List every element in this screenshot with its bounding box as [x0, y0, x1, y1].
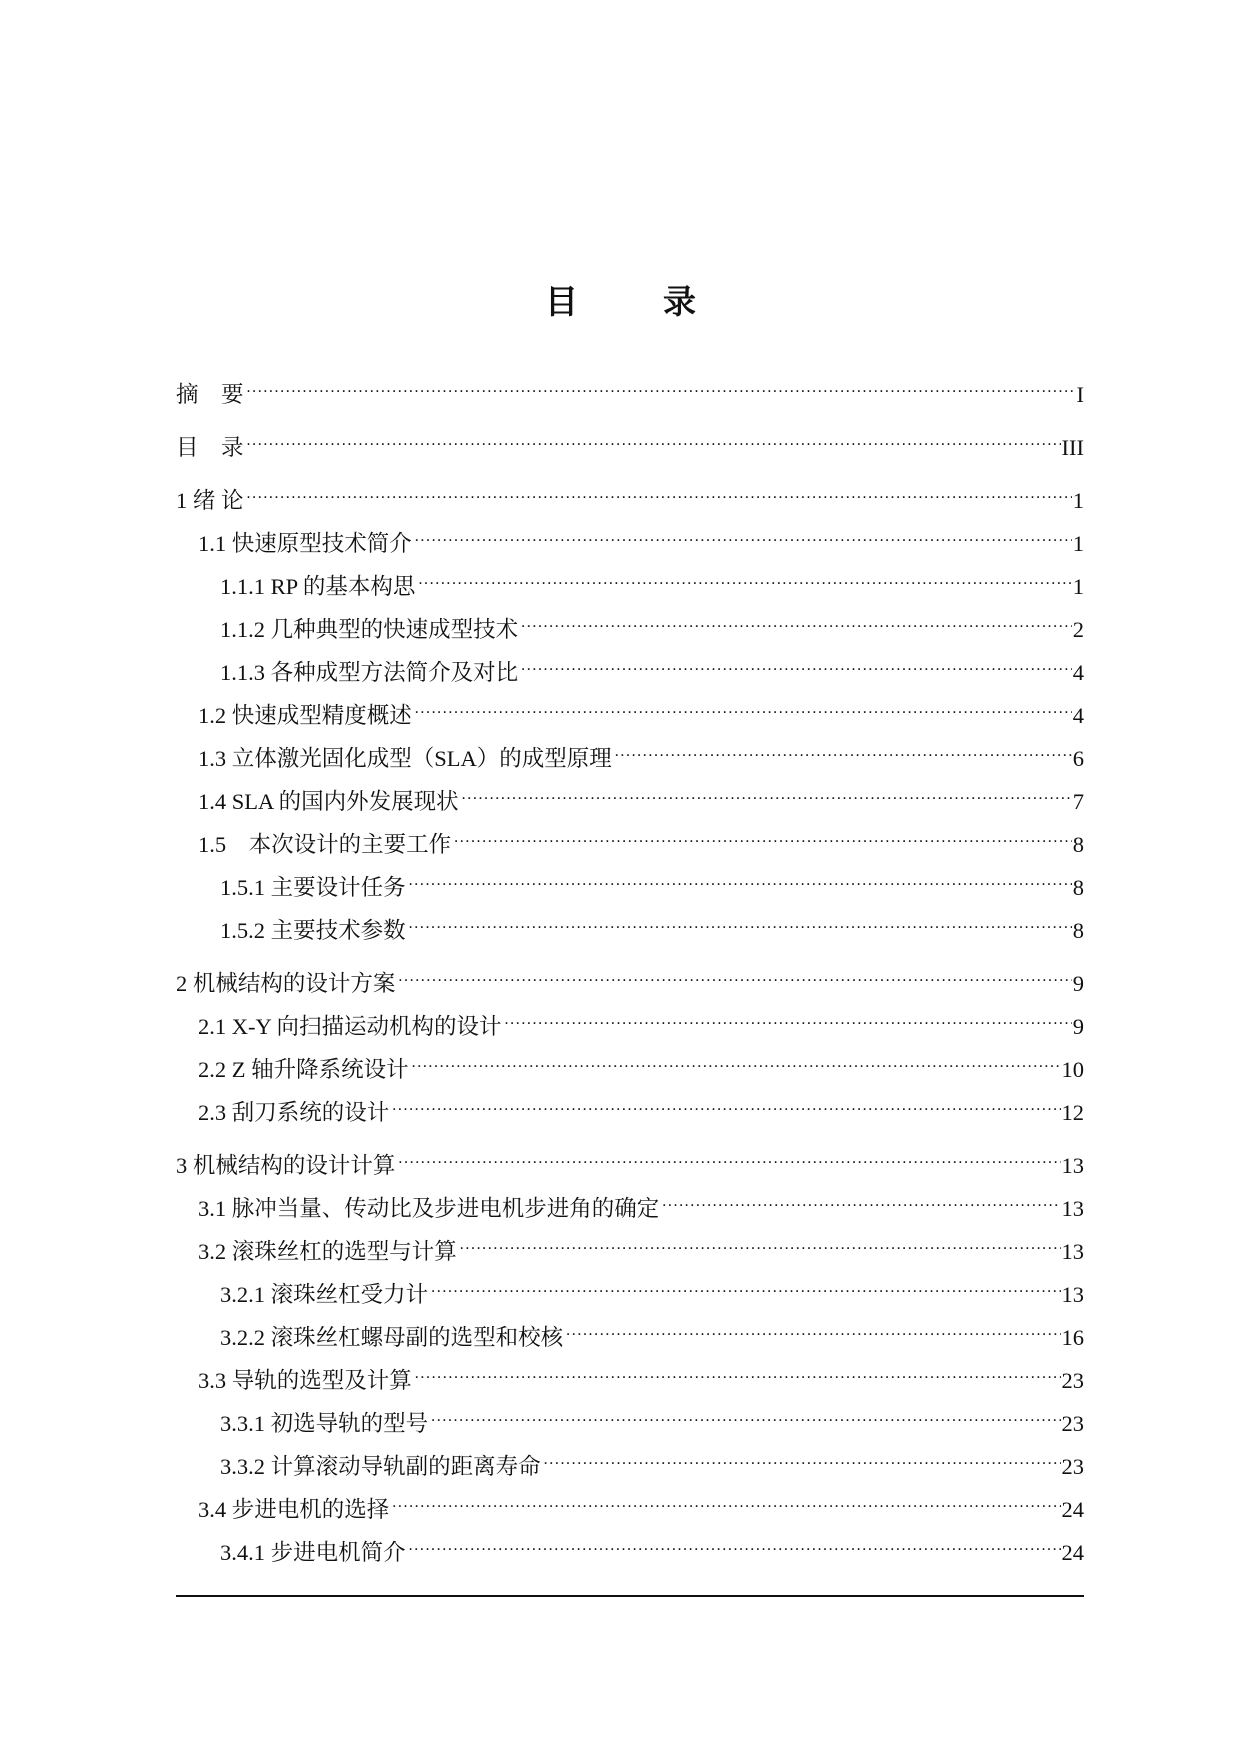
toc-entry-label: 3.2.1 滚珠丝杠受力计 [220, 1282, 429, 1307]
toc-entry-page: 9 [1072, 971, 1084, 996]
toc-entry-label: 1.3 立体激光固化成型（SLA）的成型原理 [198, 746, 612, 771]
toc-leader-dots [431, 1397, 1060, 1431]
toc-entry[interactable] [176, 1139, 1084, 1183]
toc-entry-page: 23 [1061, 1411, 1084, 1436]
toc-entry-label: 1.1 快速原型技术简介 [198, 531, 412, 556]
toc-leader-dots [409, 1526, 1061, 1560]
toc-entry-label: 2.2 Z 轴升降系统设计 [198, 1057, 409, 1082]
toc-entry[interactable] [198, 1354, 1084, 1398]
toc-entry-page: 4 [1072, 660, 1084, 685]
toc-leader-dots [409, 904, 1072, 938]
toc-entry-label: 1.2 快速成型精度概述 [198, 703, 412, 728]
toc-entry-page: 24 [1061, 1540, 1084, 1565]
toc-leader-dots [415, 1354, 1061, 1388]
toc-entry[interactable] [198, 1000, 1084, 1044]
toc-entry[interactable] [198, 1483, 1084, 1527]
toc-entry-label: 3.3.1 初选导轨的型号 [220, 1411, 429, 1436]
toc-entry[interactable] [176, 474, 1084, 518]
toc-leader-dots [566, 1311, 1060, 1345]
toc-leader-dots [398, 957, 1071, 991]
toc-entry-label: 摘 要 [176, 382, 244, 407]
toc-entry[interactable] [220, 1397, 1084, 1441]
toc-entry-page: 23 [1061, 1454, 1084, 1479]
toc-entry-page: 8 [1072, 832, 1084, 857]
toc-entry-label: 2.1 X-Y 向扫描运动机构的设计 [198, 1014, 502, 1039]
toc-entry-page: 2 [1072, 617, 1084, 642]
toc-leader-dots [521, 646, 1072, 680]
toc-leader-dots [505, 1000, 1072, 1034]
toc-entry[interactable] [220, 560, 1084, 604]
toc-leader-dots [392, 1086, 1060, 1120]
toc-entry-page: 4 [1072, 703, 1084, 728]
toc-entry-page: 13 [1061, 1153, 1084, 1178]
toc-entry-page: 13 [1061, 1239, 1084, 1264]
toc-entry[interactable] [198, 1225, 1084, 1269]
toc-entry[interactable] [220, 1440, 1084, 1484]
toc-entry-label: 1.1.3 各种成型方法简介及对比 [220, 660, 519, 685]
toc-leader-dots [247, 421, 1061, 455]
toc-entry-label: 1.1.1 RP 的基本构思 [220, 574, 416, 599]
toc-entry[interactable] [198, 517, 1084, 561]
toc-entry[interactable] [198, 689, 1084, 733]
toc-entry[interactable] [198, 1043, 1084, 1087]
toc-entry[interactable] [220, 603, 1084, 647]
toc-entry-label: 1.4 SLA 的国内外发展现状 [198, 789, 459, 814]
toc-entry-label: 3.2 滚珠丝杠的选型与计算 [198, 1239, 457, 1264]
toc-entry-page: 1 [1072, 574, 1084, 599]
page-title: 目 录 [545, 285, 722, 321]
toc-entry-label: 1.1.2 几种典型的快速成型技术 [220, 617, 519, 642]
toc-entry-label: 3.3.2 计算滚动导轨副的距离寿命 [220, 1454, 541, 1479]
toc-leader-dots [521, 603, 1072, 637]
toc-entry-label: 1 绪 论 [176, 488, 244, 513]
toc-entry[interactable] [198, 732, 1084, 776]
toc-entry-page: III [1061, 435, 1084, 460]
toc-entry[interactable] [220, 904, 1084, 948]
toc-entry-page: 13 [1061, 1196, 1084, 1221]
toc-entry-label: 1.5 本次设计的主要工作 [198, 832, 452, 857]
toc-entry-label: 1.5.1 主要设计任务 [220, 875, 406, 900]
toc-entry[interactable] [220, 646, 1084, 690]
toc-entry-page: 9 [1072, 1014, 1084, 1039]
toc-entry[interactable] [220, 1311, 1084, 1355]
toc-entry[interactable] [176, 421, 1084, 465]
toc-entry-page: 1 [1072, 531, 1084, 556]
toc-entry[interactable] [198, 1182, 1084, 1226]
toc-entry-page: 10 [1061, 1057, 1084, 1082]
toc-leader-dots [409, 861, 1072, 895]
toc-entry-page: 6 [1072, 746, 1084, 771]
toc-entry[interactable] [176, 368, 1084, 412]
toc-entry-page: 8 [1072, 918, 1084, 943]
toc-leader-dots [662, 1182, 1060, 1216]
toc-leader-dots [418, 560, 1071, 594]
footer-divider [176, 1595, 1084, 1597]
toc-entry-label: 3 机械结构的设计计算 [176, 1153, 396, 1178]
toc-leader-dots [247, 368, 1076, 402]
toc-leader-dots [247, 474, 1072, 508]
toc-entry-page: 8 [1072, 875, 1084, 900]
toc-entry-page: 13 [1061, 1282, 1084, 1307]
toc-entry-label: 2.3 刮刀系统的设计 [198, 1100, 390, 1125]
toc-entry[interactable] [176, 957, 1084, 1001]
toc-entry-label: 2 机械结构的设计方案 [176, 971, 396, 996]
toc-entry-label: 3.1 脉冲当量、传动比及步进电机步进角的确定 [198, 1196, 660, 1221]
toc-leader-dots [398, 1139, 1060, 1173]
toc-entry[interactable] [220, 861, 1084, 905]
toc-entry[interactable] [220, 1268, 1084, 1312]
toc-entry-page: 24 [1061, 1497, 1084, 1522]
toc-entry-page: 23 [1061, 1368, 1084, 1393]
toc-leader-dots [412, 1043, 1061, 1077]
toc-entry[interactable] [198, 1086, 1084, 1130]
toc-leader-dots [392, 1483, 1060, 1517]
toc-entry-page: 12 [1061, 1100, 1084, 1125]
toc-entry-page: 7 [1072, 789, 1084, 814]
toc-leader-dots [415, 517, 1072, 551]
toc-entry-page: 1 [1072, 488, 1084, 513]
toc-leader-dots [454, 818, 1072, 852]
toc-entry[interactable] [198, 818, 1084, 862]
toc-entry-label: 1.5.2 主要技术参数 [220, 918, 406, 943]
toc-leader-dots [462, 775, 1072, 809]
toc-entry-page: I [1076, 382, 1084, 407]
toc-leader-dots [415, 689, 1072, 723]
toc-entry[interactable] [198, 775, 1084, 819]
toc-entry-page: 16 [1061, 1325, 1084, 1350]
toc-entry-label: 3.2.2 滚珠丝杠螺母副的选型和校核 [220, 1325, 564, 1350]
toc-leader-dots [544, 1440, 1061, 1474]
toc-leader-dots [460, 1225, 1061, 1259]
toc-leader-dots [431, 1268, 1060, 1302]
toc-entry-label: 目 录 [176, 435, 244, 460]
toc-entry-label: 3.3 导轨的选型及计算 [198, 1368, 412, 1393]
toc-leader-dots [615, 732, 1072, 766]
toc-entry-label: 3.4 步进电机的选择 [198, 1497, 390, 1522]
toc-entry[interactable] [220, 1526, 1084, 1570]
toc-entry-label: 3.4.1 步进电机简介 [220, 1540, 406, 1565]
